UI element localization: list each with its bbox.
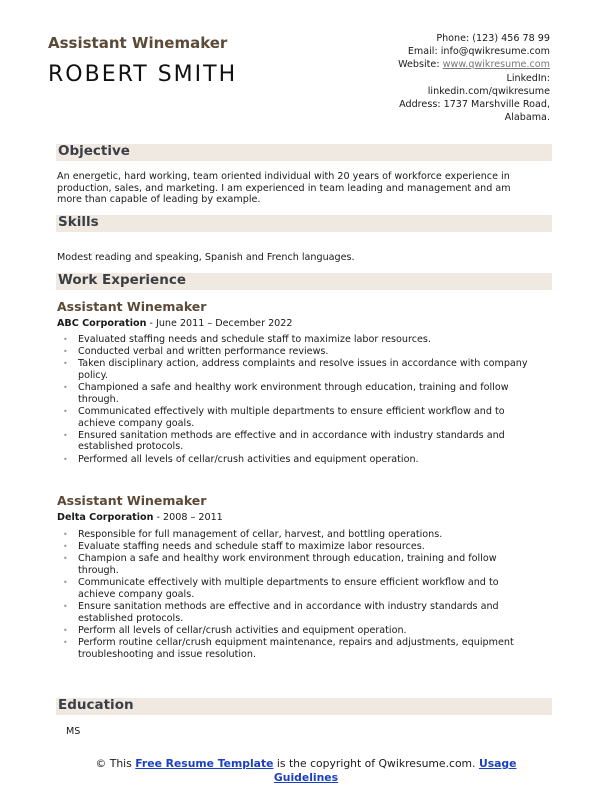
job-dates: - June 2011 – December 2022: [146, 318, 293, 329]
footer-middle: is the copyright of Qwikresume.com.: [273, 757, 479, 770]
contact-address-line1: Address: 1737 Marshville Road,: [399, 99, 550, 111]
section-title: Education: [58, 697, 134, 713]
website-link[interactable]: www.qwikresume.com: [442, 59, 550, 71]
job-company-line: [57, 512, 223, 523]
job-dates: - 2008 – 2011: [153, 512, 223, 523]
section-title: Skills: [58, 214, 99, 230]
footer-prefix: © This: [95, 757, 136, 770]
job-role-title: Assistant Winemaker: [57, 299, 207, 314]
section-header-objective: [56, 144, 552, 161]
job-role-title: Assistant Winemaker: [57, 493, 207, 508]
section-header-work-experience: [56, 273, 552, 290]
job-bullets: [57, 529, 537, 661]
section-title: Work Experience: [58, 272, 186, 288]
list-item: • Perform routine cellar/crush equipment maintenance, repairs and adjustments, equipment troubleshooting and issue resolution.: [57, 637, 537, 660]
section-title: Objective: [58, 143, 130, 159]
section-header-skills: [56, 215, 552, 232]
list-item: • Evaluated staffing needs and schedule staff to maximize labor resources.: [57, 334, 537, 346]
free-resume-template-link[interactable]: Free Resume Template: [135, 757, 274, 770]
contact-linkedin-value: linkedin.com/qwikresume: [427, 85, 550, 97]
job-title: Assistant Winemaker: [48, 34, 228, 52]
skills-text: Modest reading and speaking, Spanish and French languages.: [57, 252, 355, 263]
list-item: • Responsible for full management of cellar, harvest, and bottling operations.: [57, 529, 537, 541]
contact-linkedin-label: LinkedIn:: [506, 72, 550, 84]
contact-email: Email: info@qwikresume.com: [407, 46, 550, 58]
usage-guidelines-link[interactable]: Usage Guidelines: [273, 757, 517, 784]
company-name: ABC Corporation: [57, 318, 147, 329]
website-label: Website:: [398, 59, 443, 71]
list-item: • Performed all levels of cellar/crush activities and equipment operation.: [57, 454, 537, 466]
education-text: MS: [66, 726, 81, 737]
list-item: • Evaluate staffing needs and schedule staff to maximize labor resources.: [57, 541, 537, 553]
resume-header: [48, 32, 564, 128]
contact-website: [320, 58, 550, 71]
list-item: • Ensure sanitation methods are effective and in accordance with industry standards and established protocols.: [57, 601, 537, 624]
copyright-footer: [80, 757, 532, 784]
objective-text: An energetic, hard working, team oriented individual with 20 years of workforce experience in production, sales, and marketing. I am experienced in team leading and management and am more than capable of leading by example.: [57, 171, 511, 206]
contact-address-line2: Alabama.: [504, 112, 550, 124]
list-item: • Champion a safe and healthy work environment through education, training and follow through.: [57, 553, 537, 576]
job-bullets: [57, 334, 537, 466]
section-header-education: [56, 698, 552, 715]
list-item: • Communicated effectively with multiple departments to ensure efficient workflow and to achieve company goals.: [57, 406, 537, 429]
list-item: • Conducted verbal and written performance reviews.: [57, 346, 537, 358]
candidate-name: ROBERT SMITH: [48, 62, 238, 87]
contact-block: [320, 32, 550, 124]
list-item: • Perform all levels of cellar/crush activities and equipment operation.: [57, 625, 537, 637]
list-item: • Ensured sanitation methods are effective and in accordance with industry standards and established protocols.: [57, 430, 537, 453]
company-name: Delta Corporation: [57, 512, 154, 523]
list-item: • Taken disciplinary action, address complaints and resolve issues in accordance with company policy.: [57, 358, 537, 381]
job-company-line: [57, 318, 292, 329]
list-item: • Championed a safe and healthy work environment through education, training and follow through.: [57, 382, 537, 405]
list-item: • Communicate effectively with multiple departments to ensure efficient workflow and to achieve company goals.: [57, 577, 537, 600]
contact-phone: Phone: (123) 456 78 99: [436, 33, 550, 44]
